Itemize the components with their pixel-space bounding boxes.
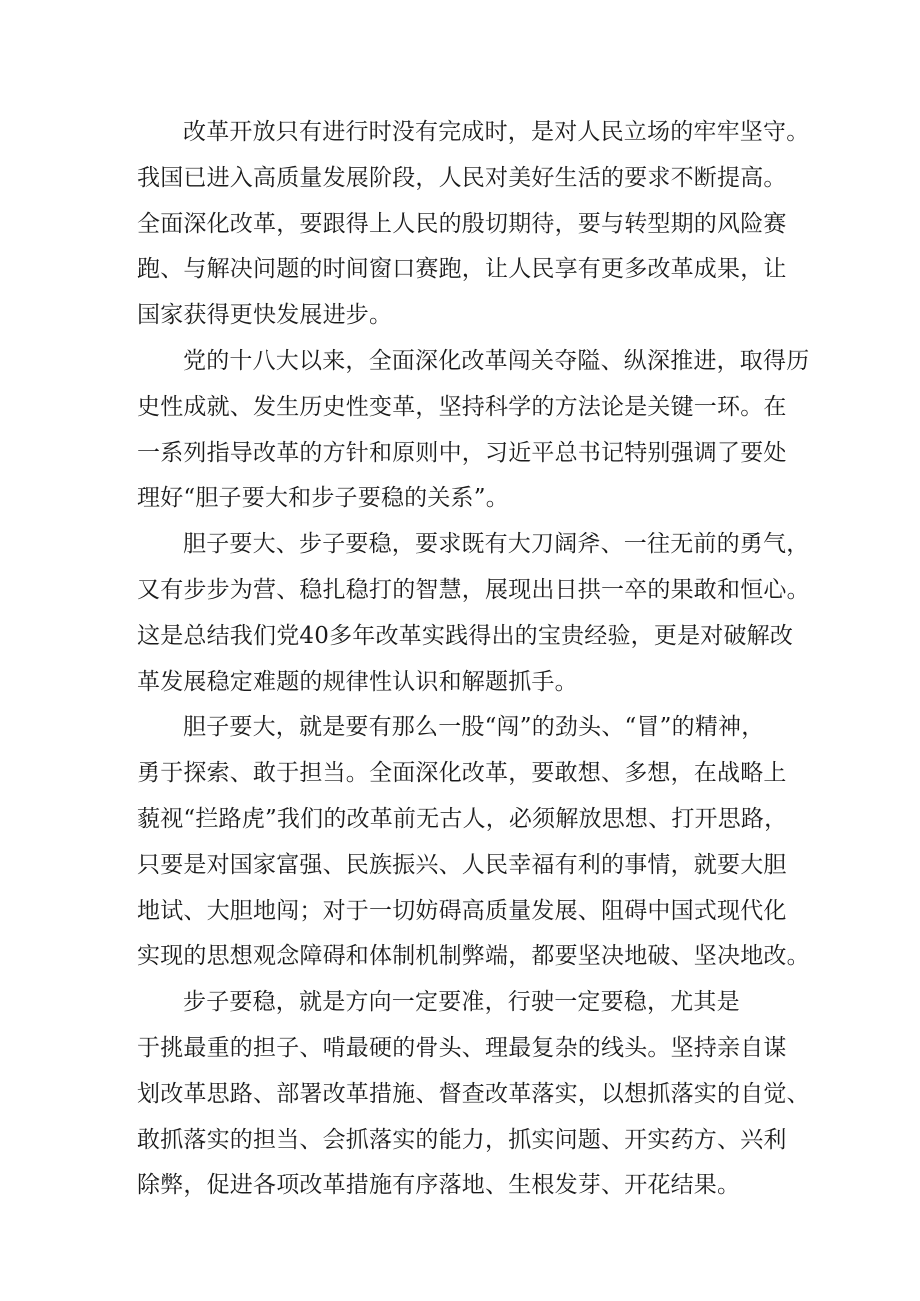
text-line: 实现的思想观念障碍和体制机制弊端，都要坚决地破、坚决地改。 [137, 943, 810, 970]
text-line: 胆子要大，就是要有那么一股“闯”的劲头、“冒”的精神， [183, 714, 765, 741]
text-line: 改革开放只有进行时没有完成时，是对人民立场的牢牢坚守。 [183, 119, 810, 145]
text-line: 只要是对国家富强、民族振兴、人民幸福有利的事情，就要大胆 [137, 851, 787, 878]
text-line: 步子要稳，就是方向一定要准，行驶一定要稳，尤其是 [183, 989, 740, 1016]
paragraph-3 [137, 522, 810, 705]
text-line: 史性成就、发生历史性变革，坚持科学的方法论是关键一环。在 [137, 393, 787, 420]
paragraph-5 [137, 980, 810, 1209]
text-line: 勇于探索、敢于担当。全面深化改革，要敢想、多想，在战略上 [137, 760, 787, 787]
text-line: 全面深化改革，要跟得上人民的殷切期待，要与转型期的风险赛 [137, 210, 787, 237]
document-body [137, 110, 810, 1209]
text-line: 国家获得更快发展进步。 [137, 302, 393, 329]
text-line: 敢抓落实的担当、会抓落实的能力，抓实问题、开实药方、兴利 [137, 1126, 787, 1153]
text-line: 跑、与解决问题的时间窗口赛跑，让人民享有更多改革成果，让 [137, 256, 787, 283]
text-line: 理好“胆子要大和步子要稳的关系”。 [137, 485, 509, 512]
text-line: 于挑最重的担子、啃最硬的骨头、理最复杂的线头。坚持亲自谋 [137, 1034, 787, 1061]
text-line: 又有步步为营、稳扎稳打的智慧，展现出日拱一卒的果敢和恒心。 [137, 576, 810, 603]
text-line: 这是总结我们党40多年改革实践得出的宝贵经验，更是对破解改 [137, 622, 794, 649]
text-line: 划改革思路、部署改革措施、督查改革落实，以想抓落实的自觉、 [137, 1080, 810, 1107]
text-line: 革发展稳定难题的规律性认识和解题抓手。 [137, 668, 578, 695]
paragraph-2 [137, 339, 810, 522]
paragraph-4 [137, 705, 810, 980]
text-line: 胆子要大、步子要稳，要求既有大刀阔斧、一往无前的勇气， [183, 531, 810, 558]
paragraph-1 [137, 110, 810, 339]
text-line: 党的十八大以来，全面深化改革闯关夺隘、纵深推进，取得历 [183, 347, 810, 374]
text-line: 我国已进入高质量发展阶段，人民对美好生活的要求不断提高。 [137, 164, 787, 191]
text-line: 藐视“拦路虎”我们的改革前无古人，必须解放思想、打开思路， [137, 805, 788, 832]
text-line: 除弊，促进各项改革措施有序落地、生根发芽、开花结果。 [137, 1172, 741, 1199]
text-line: 地试、大胆地闯；对于一切妨碍高质量发展、阻碍中国式现代化 [137, 897, 787, 924]
text-line: 一系列指导改革的方针和原则中，习近平总书记特别强调了要处 [137, 439, 787, 466]
